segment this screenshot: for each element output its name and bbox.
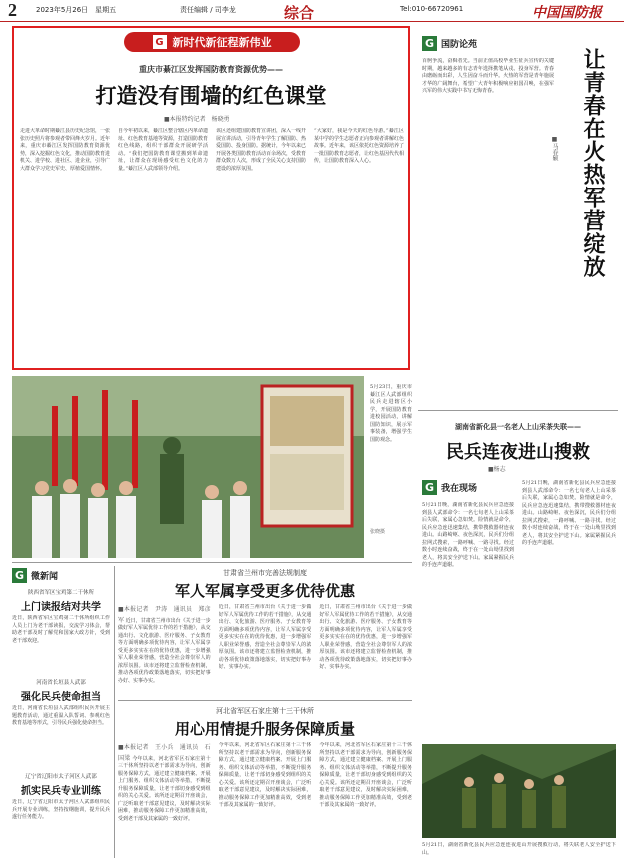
main-photo [12, 376, 364, 558]
editor-line: 责任编辑 / 司李龙 [180, 6, 236, 14]
commentary-title: 让青春在火热军营绽放 [580, 48, 605, 278]
masthead-logo: 中国国防报 [532, 5, 602, 21]
photo-mountain-rescue-icon [422, 744, 616, 838]
micro-item-title: 上门读报结对共学 [21, 602, 101, 613]
news2-col-2: 今年以来，河北省军区石家庄第十三干休所坚持以老干部需求为导向，创新服务保障方式，通过建立健康档案、开展上门服务、组织文体活动等举措，不断提升服务保障质量，让老干部切身感受到组织的关心关爱。该所还定期召开座谈会，广泛听取老干部意见建议，及时解决实际困难，推动服务保障工作更加精准高效，受到老干部及其家属的一致好评。 [218, 742, 312, 808]
page-number: 2 [8, 0, 17, 20]
news2-col-3: 今年以来，河北省军区石家庄第十三干休所坚持以老干部需求为导向，创新服务保障方式，通过建立健康档案、开展上门服务、组织文体活动等举措，不断提升服务保障质量，让老干部切身感受到组织的关心关爱。该所还定期召开座谈会，广泛听取老干部意见建议，及时解决实际困难，推动服务保障工作更加精准高效，受到老干部及其家属的一致好评。 [319, 742, 413, 808]
feature-banner [124, 32, 300, 52]
micro-item[interactable] [12, 772, 110, 859]
story-body-col-2: 5月21日晚，湖南省新化县民兵应急连接到县人武部命令：一名七旬老人上山采茶后失联，家属心急如焚。险情就是命令，民兵应急连迅速集结，携带搜救器材连夜进山。山路崎岖、夜色深沉，民兵们分组拉网式搜索，一路呼喊、一路寻找。经过数小时连续奋战，终于在一处山坳里找到老人，将其安全护送下山。家属紧握民兵的手连声道谢。 [522, 480, 616, 546]
feature-body [20, 128, 404, 364]
divider [114, 566, 115, 858]
news1-byline: ■本报记者 尹涛 通讯员 郑彦军 [118, 606, 211, 624]
issue-date: 2023年5月26日 星期五 [36, 6, 117, 14]
story-byline: ■杨志 [488, 466, 506, 473]
news2-col-1 [118, 742, 211, 854]
news1-text: 近日，甘肃省兰州市出台《关于进一步做好军人军属优待工作的若干措施》，从交通出行、文化旅游、医疗服务、子女教育等方面明确多项优待内容，让军人军属享受更多实实在在的优待优惠，进一步增强军人职业荣誉感，营造全社会尊崇军人的浓厚氛围。该市还将建立监督检查机制，推动各项优待政策落地落实，切实把好事办好、实事办实。 [118, 617, 211, 684]
micro-item-text: 近日，陕西省军区宝鸡第二干休所组织工作人员上门为老干部读报，交流学习体会，帮助老干部及时了解党和国家大政方针，受到老干部欢迎。 [12, 615, 110, 644]
news2-text: 今年以来，河北省军区石家庄第十三干休所坚持以老干部需求为导向，创新服务保障方式，通过建立健康档案、开展上门服务、组织文体活动等举措，不断提升服务保障质量，让老干部切身感受到组织的关心关爱。该所还定期召开座谈会，广泛听取老干部意见建议，及时解决实际困难，推动服务保障工作更加精准高效，受到老干部及其家属的一致好评。 [118, 755, 211, 822]
news1-body [118, 604, 412, 692]
news1-kicker: 甘肃省兰州市完善法规制度 [223, 569, 307, 577]
divider [418, 410, 618, 411]
banner-text: 新时代新征程新伟业 [172, 36, 272, 49]
section-logo-icon: G [12, 568, 27, 583]
micro-item-text: 近日，辽宁省辽阳市太子河区人武部组织民兵开展专业训练，坚持按纲施训，提升民兵遂行任务能力。 [12, 799, 110, 820]
micro-item-org: 河南省长垣县人武部 [36, 680, 86, 686]
news2-body [118, 742, 412, 854]
photo-caption: 5月23日，重庆市綦江区人武部组织民兵走进辖区小学，开展国防教育进校园活动，讲解国防知识，展示军事装备，增强学生国防观念。 [370, 384, 412, 443]
news-article-1[interactable] [118, 566, 412, 696]
tel-line: Tel:010-66720961 [400, 5, 464, 13]
story-section[interactable] [418, 418, 618, 858]
divider [118, 700, 412, 701]
micro-item-text: 近日，河南省长垣县人武部组织民兵开展主题教育活动，通过重温入队誓词、参观红色教育基地等形式，引导民兵强化使命担当。 [12, 705, 110, 726]
story-label: 我在现场 [441, 484, 478, 494]
section-logo-icon: G [422, 36, 437, 51]
section-logo-icon: G [422, 480, 437, 495]
micro-item-title: 强化民兵使命担当 [21, 692, 101, 703]
story-label-header [422, 480, 477, 495]
feature-col-1: 走进大革命时期綦江县历史纪念馆，一张张历史照片将参观者带回烽火岁月。近年来，重庆市綦江区发挥国防教育资源优势，深入挖掘红色文化，推动国防教育进机关、进学校、进社区、进企业，引导广大群众学习党史军史、厚植爱国情怀。 [20, 128, 110, 172]
feature-subtitle: 重庆市綦江区发挥国防教育资源优势—— [139, 65, 283, 74]
commentary-body: 百舸争流，奋楫者先。当前正值高校毕业生征兵宣传的关键时期，越来越多的有志青年选择携笔从戎、投身军营。青春由磨砺而出彩，人生因奋斗而升华。火热的军营是青年施展才华的广阔舞台，希望广大青年积极响应祖国召唤，在强军兴军的伟大实践中书写无悔青春。 [422, 58, 554, 94]
commentary-header [422, 36, 477, 51]
feature-col-3: 该区还组建国防教育宣讲团，深入一线开展宣讲活动，引导青年学生了解国防、热爱国防、投身国防。据统计，今年以来已开展各类国防教育活动百余场次，受教育群众数万人次，形成了全民关心支持国防建设的浓厚氛围。 [216, 128, 306, 172]
news1-col-1 [118, 604, 211, 692]
section-title: 综合 [284, 4, 315, 22]
feature-article[interactable] [12, 26, 410, 370]
micro-item[interactable] [12, 678, 110, 765]
story-photo-caption: 5月21日，湖南省新化县民兵应急连连夜进山开展搜救行动，将失联老人安全护送下山。 [422, 842, 616, 856]
news-article-2[interactable] [118, 704, 412, 858]
micro-item[interactable] [12, 588, 110, 669]
micro-label: 微新闻 [31, 572, 59, 582]
photo-militia-school-icon [12, 376, 364, 558]
feature-title: 打造没有围墙的红色课堂 [95, 84, 327, 108]
banner-logo-icon: G [153, 35, 167, 49]
feature-col-2: 自今年初以来，綦江区整合辖区内革命遗址、红色教育基地等资源，打造国防教育红色线路，组织干部群众开展研学活动。“我们把国防教育课堂搬到革命遗址，让群众在现场感受红色文化的力量。”綦江区人武部领导介绍。 [118, 128, 208, 172]
news2-byline: ■本报记者 王小兵 通讯员 石国梁 [118, 744, 211, 762]
news1-col-3: 近日，甘肃省兰州市出台《关于进一步做好军人军属优待工作的若干措施》，从交通出行、文化旅游、医疗服务、子女教育等方面明确多项优待内容，让军人军属享受更多实实在在的优待优惠，进一步增强军人职业荣誉感，营造全社会尊崇军人的浓厚氛围。该市还将建立监督检查机制，推动各项优待政策落地落实，切实把好事办好、实事办实。 [319, 604, 413, 670]
page-header [0, 0, 624, 22]
story-kicker: 湖南省新化县一名老人上山采茶失联—— [455, 423, 581, 431]
micro-header [12, 568, 58, 583]
feature-byline: ■本报特约记者 杨晓勇 [164, 116, 230, 123]
news1-col-2: 近日，甘肃省兰州市出台《关于进一步做好军人军属优待工作的若干措施》，从交通出行、文化旅游、医疗服务、子女教育等方面明确多项优待内容，让军人军属享受更多实实在在的优待优惠，进一步增强军人职业荣誉感，营造全社会尊崇军人的浓厚氛围。该市还将建立监督检查机制，推动各项优待政策落地落实，切实把好事办好、实事办实。 [218, 604, 312, 670]
news2-title: 用心用情提升服务保障质量 [174, 720, 355, 738]
photo-credit: 张晓摄 [370, 529, 386, 535]
story-title: 民兵连夜进山搜救 [446, 442, 590, 463]
micro-item-title: 抓实民兵专业训练 [21, 786, 101, 797]
commentary-label: 国防论苑 [441, 40, 478, 50]
story-body-col-1: 5月21日晚，湖南省新化县民兵应急连接到县人武部命令：一名七旬老人上山采茶后失联，家属心急如焚。险情就是命令，民兵应急连迅速集结，携带搜救器材连夜进山。山路崎岖、夜色深沉，民兵们分组拉网式搜索，一路呼喊、一路寻找。经过数小时连续奋战，终于在一处山坳里找到老人，将其安全护送下山。家属紧握民兵的手连声道谢。 [422, 502, 514, 568]
story-photo [422, 744, 616, 838]
feature-col-4: “大家好，我是今天的红色导游。”綦江区某中学的学生志愿者正向参观者讲解红色故事。近年来，该区依托红色资源培养了一批国防教育志愿者，让红色基因代代相传，让国防教育深入人心。 [314, 128, 404, 164]
divider [12, 562, 412, 563]
micro-item-org: 陕西省军区宝鸡第二干休所 [27, 590, 94, 596]
news2-kicker: 河北省军区石家庄第十三干休所 [216, 707, 314, 715]
commentary-section[interactable] [418, 26, 618, 406]
micro-news-section[interactable] [12, 566, 110, 858]
micro-item-org: 辽宁省辽阳市太子河区人武部 [25, 774, 97, 780]
commentary-author: ■马春颖 [551, 136, 558, 161]
news1-title: 军人军属享受更多优待优惠 [174, 582, 355, 600]
